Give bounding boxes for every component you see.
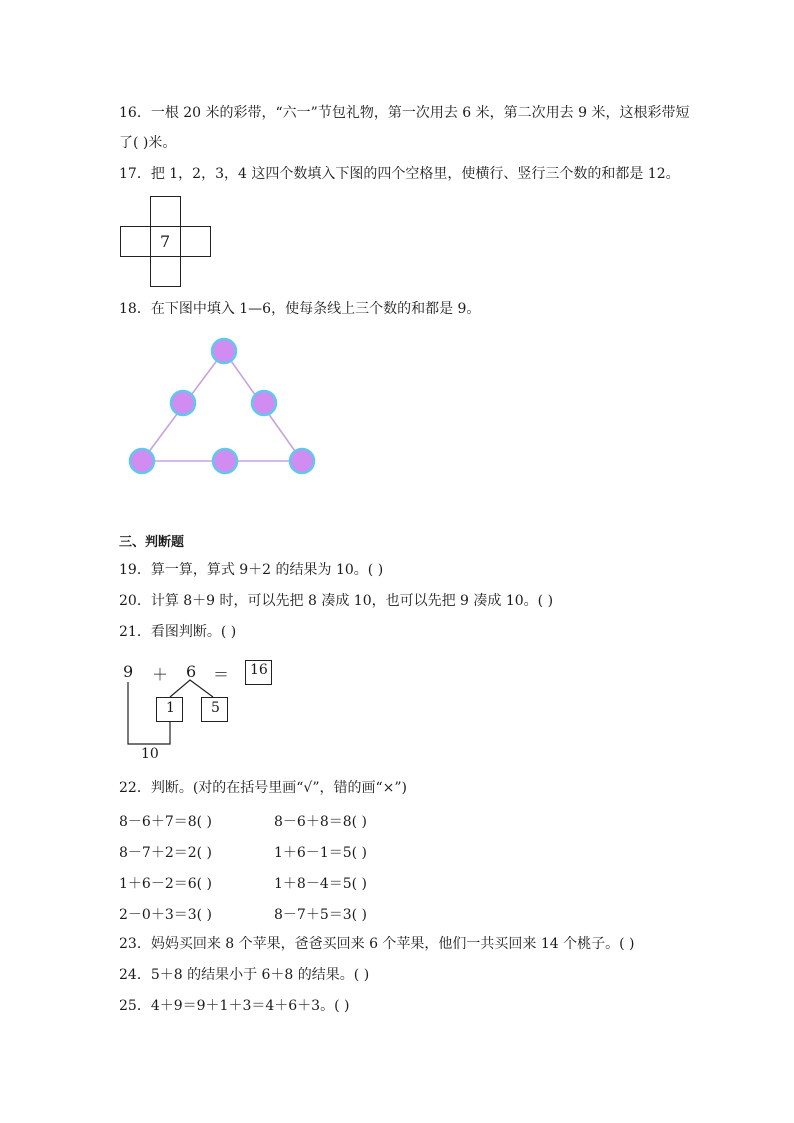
question-17-text: 17．把 1，2，3，4 这四个数填入下图的四个空格里，使横行、竖行三个数的和都是 12。 — [119, 166, 680, 182]
addend-b: 6 — [186, 662, 197, 681]
question-16-line-1: 16．一根 20 米的彩带，“六一”节包礼物，第一次用去 6 米，第二次用去 9 米，这根彩带短 — [119, 105, 690, 121]
question-24-text: 24．5＋8 的结果小于 6＋8 的结果。( ) — [119, 967, 370, 983]
question-18-text: 18．在下图中填入 1—6，使每条线上三个数的和都是 9。 — [119, 301, 481, 317]
question-16-line-2: 了( )米。 — [119, 135, 177, 151]
question-23-text: 23．妈妈买回来 8 个苹果，爸爸买回来 6 个苹果，他们一共买回来 14 个桃子。( ) — [119, 936, 635, 952]
question-20-text: 20．计算 8＋9 时，可以先把 8 凑成 10，也可以先把 9 凑成 10。( ) — [119, 593, 554, 609]
split-value-1: 1 — [166, 700, 175, 716]
grid-center-value: 7 — [160, 232, 171, 251]
addend-a: 9 — [123, 662, 134, 681]
judge-row — [119, 873, 368, 893]
section-heading: 三、判断题 — [119, 535, 185, 550]
question-19-text: 19．算一算，算式 9＋2 的结果为 10。( ) — [119, 562, 384, 578]
judge-item: 1＋6－2＝6( ) — [119, 876, 213, 892]
judge-row — [119, 842, 368, 862]
sum-ten-label: 10 — [141, 746, 159, 762]
question-21-text: 21．看图判断。( ) — [119, 624, 237, 640]
plus-sign: ＋ — [152, 665, 169, 684]
judge-row — [119, 811, 368, 831]
question-25-text: 25．4＋9＝9＋1＋3＝4＋6＋3。( ) — [119, 998, 350, 1014]
judge-item: 1＋6－1＝5( ) — [274, 845, 368, 861]
result-value: 16 — [250, 662, 268, 678]
judge-item: 1＋8－4＝5( ) — [274, 876, 368, 892]
judge-item: 8－6＋8＝8( ) — [274, 814, 368, 830]
judge-item: 8－6＋7＝8( ) — [119, 814, 213, 830]
question-22-text: 22．判断。(对的在括号里画“√”，错的画“×”) — [119, 780, 408, 796]
judge-item: 2－0＋3＝3( ) — [119, 907, 213, 923]
judge-row — [119, 904, 368, 924]
judge-item: 8－7＋2＝2( ) — [119, 845, 213, 861]
equals-sign: ＝ — [213, 665, 230, 684]
judge-item: 8－7＋5＝3( ) — [274, 907, 368, 923]
split-value-2: 5 — [211, 700, 220, 716]
